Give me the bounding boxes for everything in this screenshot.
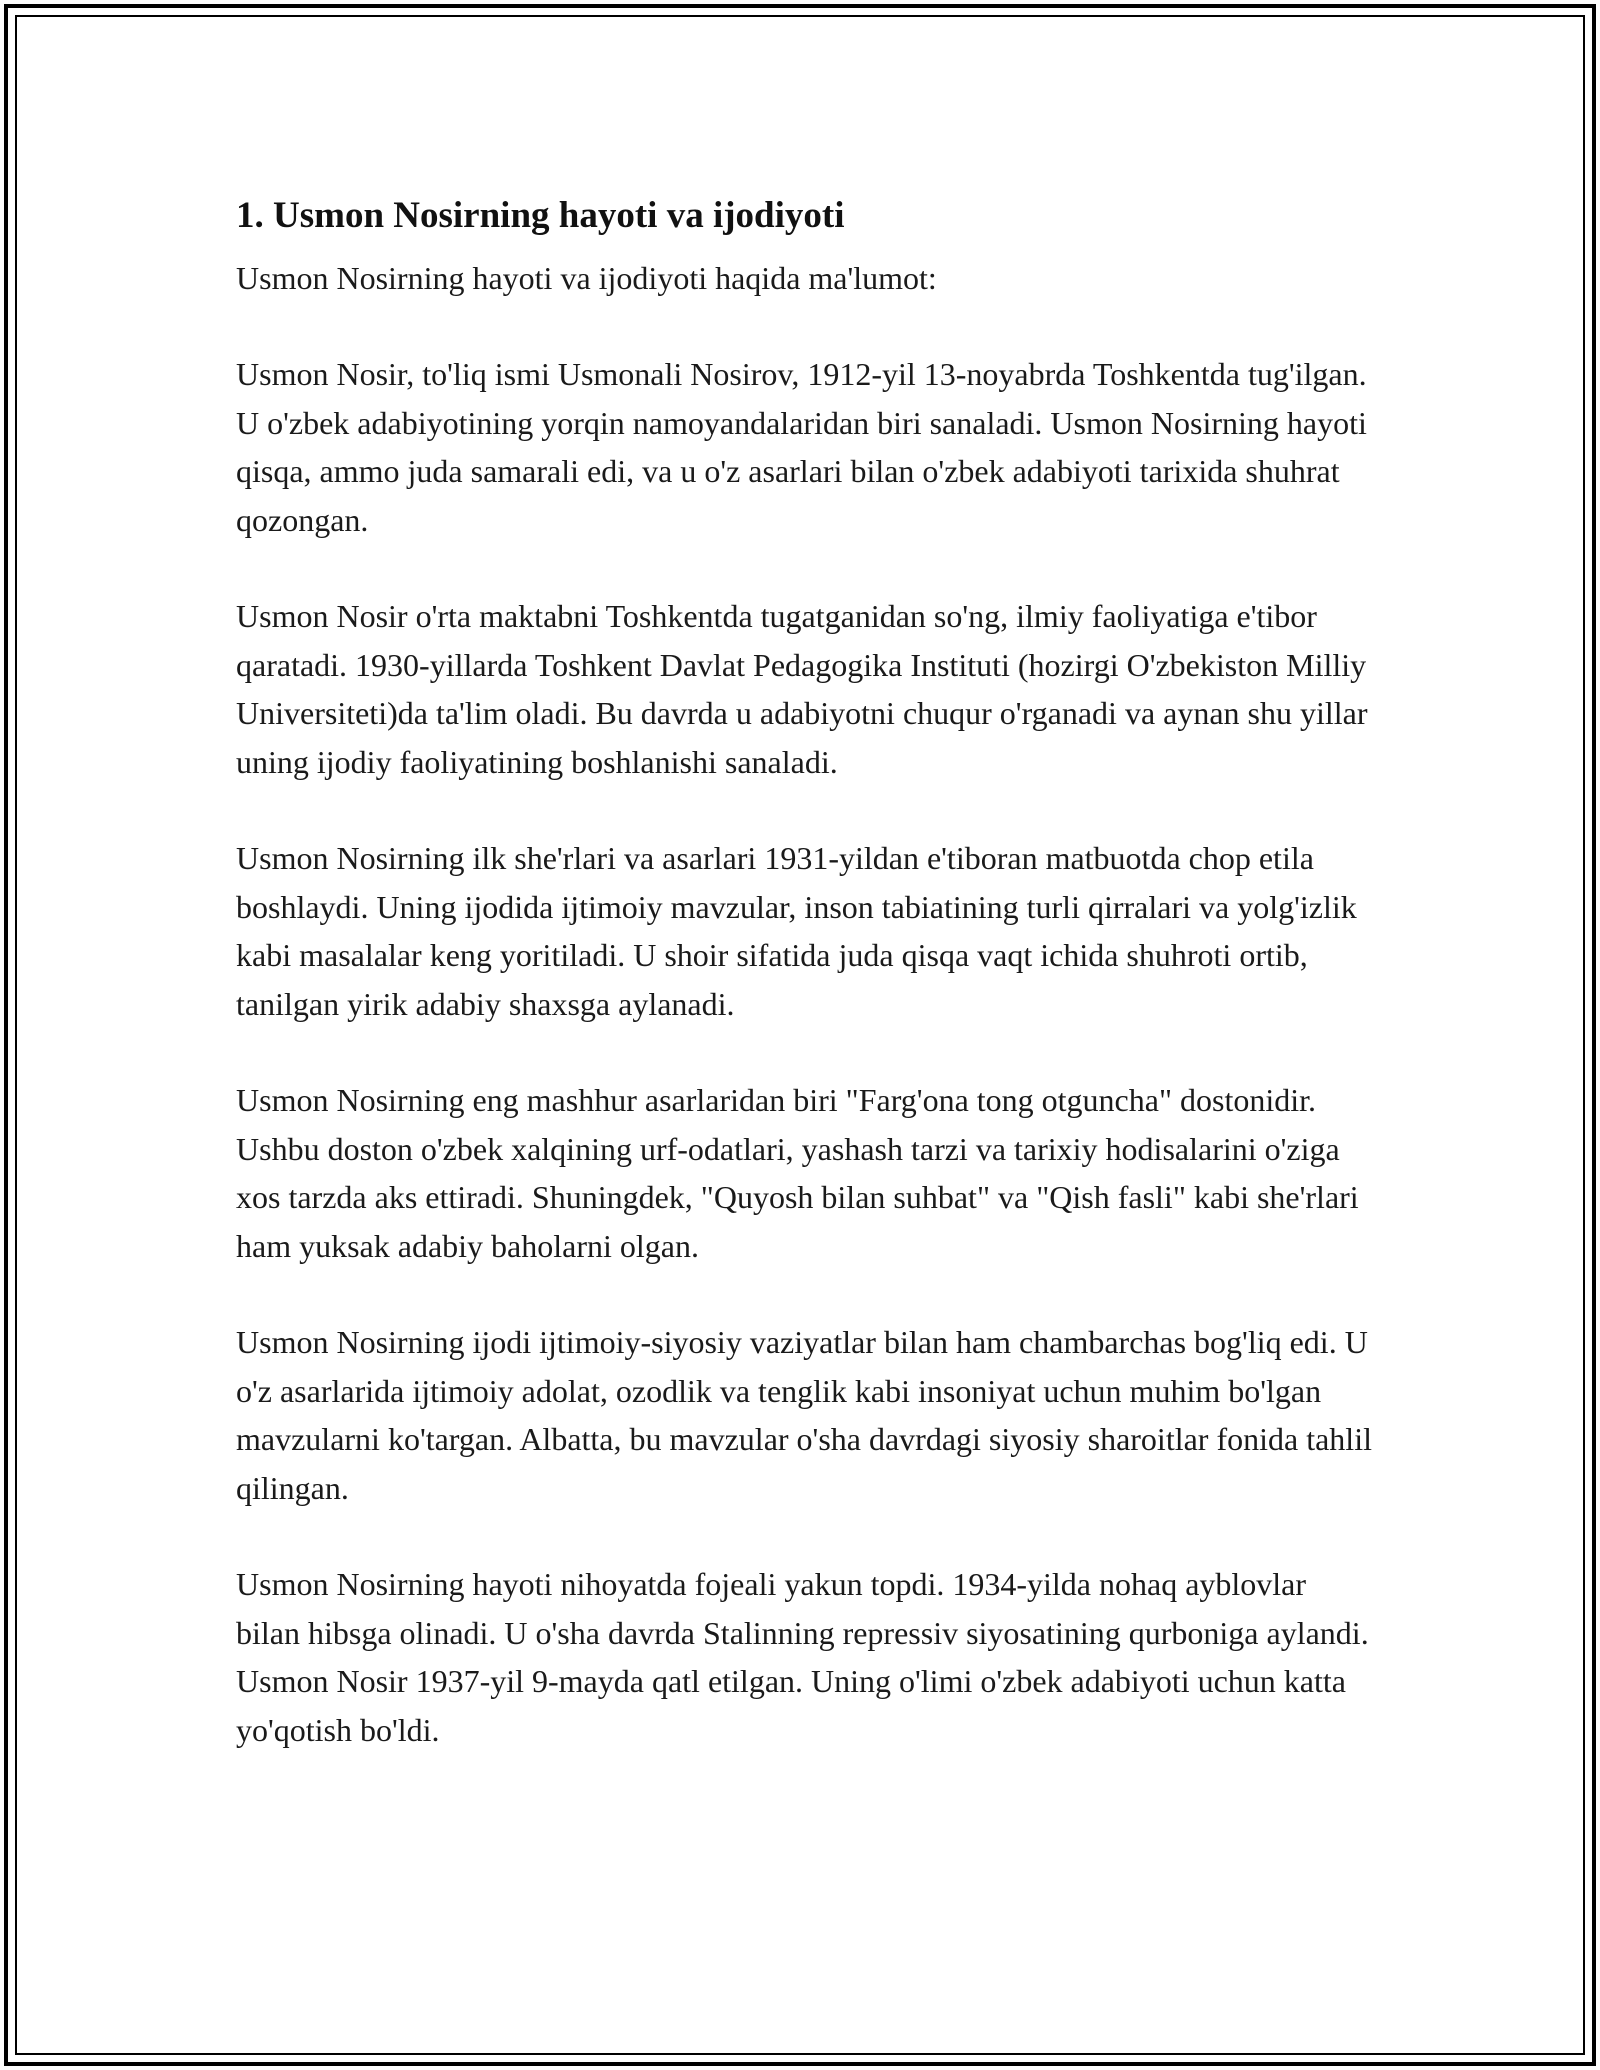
section-heading: 1. Usmon Nosirning hayoti va ijodiyoti: [236, 195, 845, 236]
paragraph-birth: Usmon Nosir, to'liq ismi Usmonali Nosirov, 1912-yil 13-noyabrda Toshkentda tug'ilgan. U o'zbek adabiyotining yorqin namoyandalaridan biri sanaladi. Usmon Nosirning hayoti qisqa, ammo juda samarali edi, va u o'z asarlari bilan o'zbek adabiyoti tarixida shuhrat qozongan.: [236, 356, 1367, 538]
paragraph-education: Usmon Nosir o'rta maktabni Toshkentda tugatganidan so'ng, ilmiy faoliyatiga e'tibor qaratadi. 1930-yillarda Toshkent Davlat Pedagogika Instituti (hozirgi O'zbekiston Milliy Universiteti)da ta'lim oladi. Bu davrda u adabiyotni chuqur o'rganadi va aynan shu yillar uning ijodiy faoliyatining boshlanishi sanaladi.: [236, 598, 1368, 780]
intro-paragraph: Usmon Nosirning hayoti va ijodiyoti haqida ma'lumot:: [236, 260, 937, 296]
document-body: [236, 186, 1376, 1802]
paragraph-death: Usmon Nosirning hayoti nihoyatda fojeali yakun topdi. 1934-yilda nohaq ayblovlar bilan hibsga olinadi. U o'sha davrda Stalinning repressiv siyosatining qurboniga aylandi. Usmon Nosir 1937-yil 9-mayda qatl etilgan. Uning o'limi o'zbek adabiyoti uchun katta yo'qotish bo'ldi.: [236, 1566, 1369, 1748]
paragraph-famous-works: Usmon Nosirning eng mashhur asarlaridan biri "Farg'ona tong otguncha" dostonidir. Ushbu doston o'zbek xalqining urf-odatlari, yashash tarzi va tarixiy hodisalarini o'ziga xos tarzda aks ettiradi. Shuningdek, "Quyosh bilan suhbat" va "Qish fasli" kabi she'rlari ham yuksak adabiy baholarni olgan.: [236, 1082, 1359, 1264]
paragraph-early-works: Usmon Nosirning ilk she'rlari va asarlari 1931-yildan e'tiboran matbuotda chop etila boshlaydi. Uning ijodida ijtimoiy mavzular, inson tabiatining turli qirralari va yolg'izlik kabi masalalar keng yoritiladi. U shoir sifatida juda qisqa vaqt ichida shuhroti ortib, tanilgan yirik adabiy shaxsga aylanadi.: [236, 840, 1357, 1022]
paragraph-themes: Usmon Nosirning ijodi ijtimoiy-siyosiy vaziyatlar bilan ham chambarchas bog'liq edi. U o'z asarlarida ijtimoiy adolat, ozodlik va tenglik kabi insoniyat uchun muhim bo'lgan mavzularni ko'targan. Albatta, bu mavzular o'sha davrdagi siyosiy sharoitlar fonida tahlil qilingan.: [236, 1324, 1372, 1506]
